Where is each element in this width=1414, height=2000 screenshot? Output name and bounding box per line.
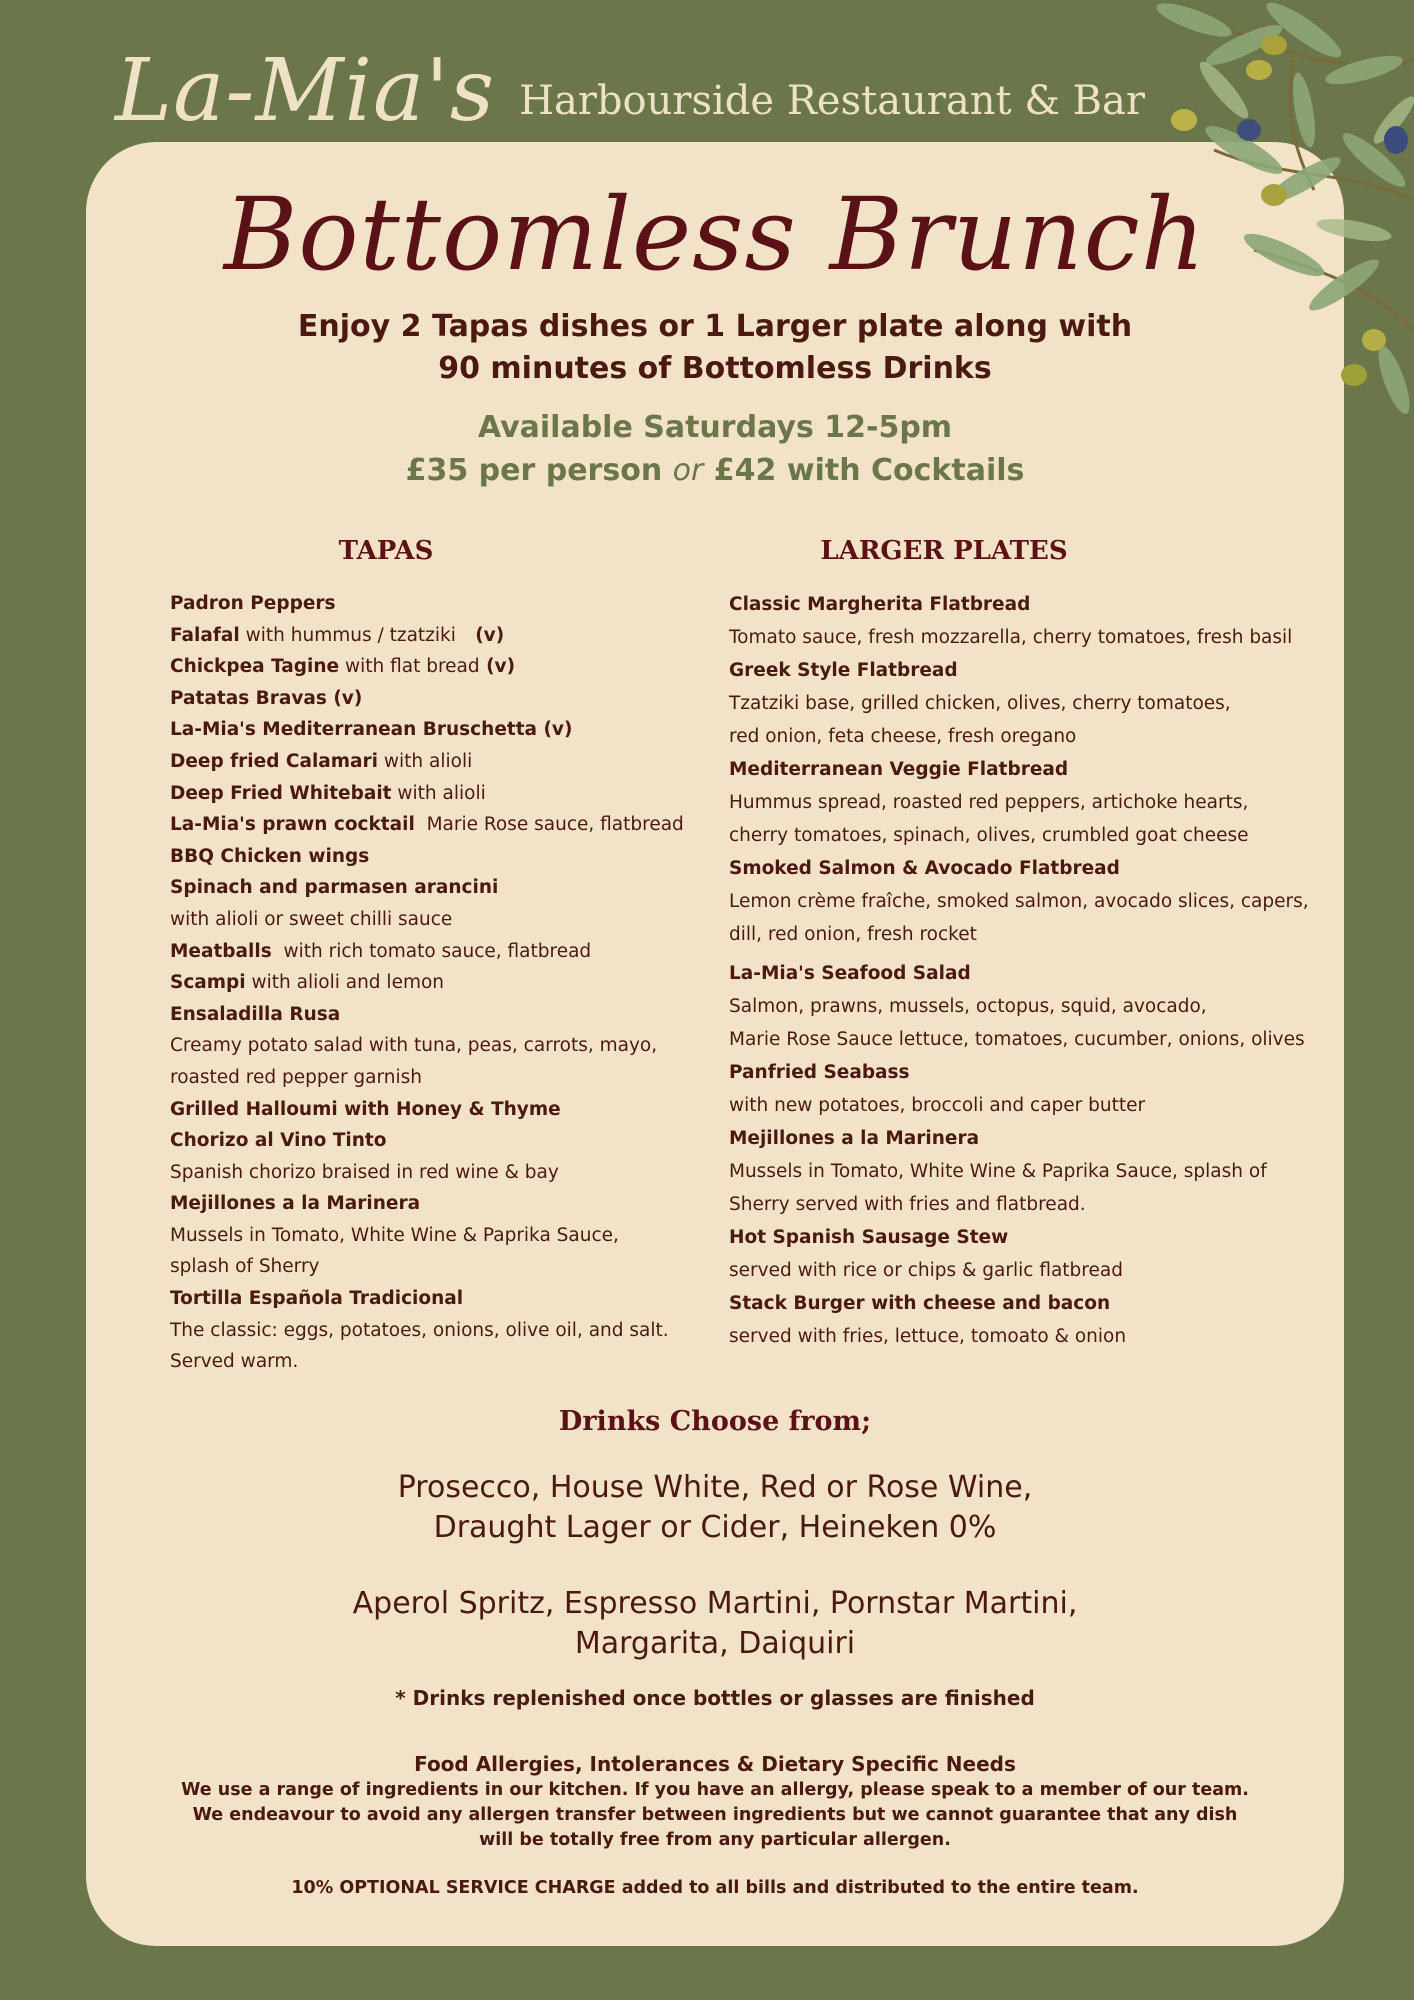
olive-branch-illustration	[954, 0, 1414, 440]
dish-description: dill, red onion, fresh rocket	[729, 924, 977, 945]
dish-description: Hummus spread, roasted red peppers, artichoke hearts,	[729, 792, 1249, 813]
menu-item-line	[729, 852, 1309, 885]
menu-item-line	[729, 885, 1309, 918]
menu-item-line	[170, 1094, 684, 1126]
drinks-line: Draught Lager or Cider, Heineken 0%	[433, 1510, 997, 1545]
logo: La-Mia's	[115, 41, 496, 141]
menu-item-line	[170, 588, 684, 620]
dish-name: Scampi	[170, 972, 246, 994]
intro-line: Enjoy 2 Tapas dishes or 1 Larger plate along with	[297, 309, 1133, 344]
dish-name: Greek Style Flatbread	[729, 660, 958, 681]
dish-name: Grilled Halloumi with Honey & Thyme	[170, 1098, 561, 1120]
tapas-heading: TAPAS	[338, 536, 434, 566]
menu-item-line	[170, 778, 684, 810]
menu-item-line	[729, 1122, 1309, 1155]
menu-item-line	[170, 809, 684, 841]
dish-description: splash of Sherry	[170, 1256, 320, 1278]
dish-description: Mussels in Tomato, White Wine & Paprika Sauce,	[170, 1224, 619, 1246]
drinks-heading: Drinks Choose from;	[558, 1406, 872, 1437]
dish-description: served with fries, lettuce, tomoato & onion	[729, 1326, 1127, 1347]
menu-item-line	[729, 588, 1309, 621]
dish-name: Spinach and parmasen arancini	[170, 877, 499, 899]
menu-item-line	[170, 746, 684, 778]
menu-item-line	[729, 1155, 1309, 1188]
dish-description: Tzatziki base, grilled chicken, olives, cherry tomatoes,	[729, 693, 1231, 714]
dish-description: with hummus / tzatziki	[239, 624, 456, 646]
menu-item-line	[170, 904, 684, 936]
menu-item-line	[170, 1283, 684, 1315]
vegetarian-marker: (v)	[455, 624, 505, 646]
dish-description: roasted red pepper garnish	[170, 1066, 423, 1088]
restaurant-subtitle: Harbourside Restaurant & Bar	[519, 78, 1145, 124]
drinks-line: Aperol Spritz, Espresso Martini, Pornstar Martini,	[352, 1586, 1078, 1621]
dish-description: with new potatoes, broccoli and caper butter	[729, 1095, 1146, 1116]
dish-name: Chickpea Tagine	[170, 656, 340, 678]
dish-description: Spanish chorizo braised in red wine & bay	[170, 1161, 559, 1183]
dish-name: Chorizo al Vino Tinto	[170, 1130, 387, 1152]
dish-name: Patatas Bravas (v)	[170, 687, 363, 709]
menu-item-line	[170, 967, 684, 999]
menu-item-line	[170, 1251, 684, 1283]
price-cocktails: £42 with Cocktails	[713, 453, 1025, 488]
menu-item-line	[729, 918, 1309, 951]
availability-days: Available Saturdays 12-5pm	[477, 410, 953, 445]
dish-name: Mejillones a la Marinera	[729, 1128, 980, 1149]
drinks-standard	[86, 1468, 1344, 1548]
dish-description: with alioli and lemon	[245, 972, 445, 994]
dish-name: Deep fried Calamari	[170, 750, 378, 772]
dish-name: Deep Fried Whitebait	[170, 782, 392, 804]
dish-description: Creamy potato salad with tuna, peas, carrots, mayo,	[170, 1035, 658, 1057]
dish-description: cherry tomatoes, spinach, olives, crumbled goat cheese	[729, 825, 1249, 846]
dish-description: Salmon, prawns, mussels, octopus, squid, avocado,	[729, 996, 1207, 1017]
menu-item-line	[170, 1062, 684, 1094]
menu-item-line	[170, 872, 684, 904]
drinks-line: Prosecco, House White, Red or Rose Wine,	[397, 1470, 1033, 1505]
dish-description: served with rice or chips & garlic flatbread	[729, 1260, 1123, 1281]
price-or: or	[672, 453, 704, 488]
dish-name: Panfried Seabass	[729, 1062, 910, 1083]
availability-prices	[86, 449, 1344, 492]
menu-item-line	[729, 957, 1309, 990]
menu-item-line	[170, 1125, 684, 1157]
dish-description: Tomato sauce, fresh mozzarella, cherry tomatoes, fresh basil	[729, 627, 1293, 648]
menu-item-line	[729, 654, 1309, 687]
menu-item-line	[729, 786, 1309, 819]
menu-item-line	[729, 1056, 1309, 1089]
dish-name: La-Mia's Mediterranean Bruschetta (v)	[170, 719, 573, 741]
dish-name: Classic Margherita Flatbread	[729, 594, 1031, 615]
dish-name: Mejillones a la Marinera	[170, 1193, 421, 1215]
intro-line: 90 minutes of Bottomless Drinks	[438, 351, 992, 386]
menu-item-line	[729, 1023, 1309, 1056]
dish-description: Served warm.	[170, 1351, 299, 1373]
vegetarian-marker: (v)	[479, 656, 516, 678]
menu-item-line	[170, 651, 684, 683]
dish-description: Sherry served with fries and flatbread.	[729, 1194, 1086, 1215]
menu-item-line	[729, 1287, 1309, 1320]
dish-name: Hot Spanish Sausage Stew	[729, 1227, 1009, 1248]
dish-description: Mussels in Tomato, White Wine & Paprika Sauce, splash of	[729, 1161, 1267, 1182]
menu-item-line	[170, 1030, 684, 1062]
dish-description: with alioli	[391, 782, 486, 804]
service-charge: 10% OPTIONAL SERVICE CHARGE added to all bills and distributed to the entire team.	[291, 1878, 1139, 1898]
dish-name: Smoked Salmon & Avocado Flatbread	[729, 858, 1120, 879]
menu-item-line	[170, 1157, 684, 1189]
menu-item-line	[170, 620, 684, 652]
dish-name: Tortilla Española Tradicional	[170, 1288, 464, 1310]
menu-item-line	[729, 990, 1309, 1023]
drinks-line: Margarita, Daiquiri	[574, 1626, 856, 1661]
dish-name: Ensaladilla Rusa	[170, 1003, 341, 1025]
menu-item-line	[729, 687, 1309, 720]
drinks-note: * Drinks replenished once bottles or glasses are finished	[395, 1686, 1035, 1710]
dish-name: BBQ Chicken wings	[170, 845, 370, 867]
dish-description: with alioli	[378, 750, 473, 772]
menu-item-line	[170, 683, 684, 715]
dish-description: The classic: eggs, potatoes, onions, olive oil, and salt.	[170, 1319, 669, 1341]
dish-description: with rich tomato sauce, flatbread	[271, 940, 592, 962]
menu-title: Bottomless Brunch	[223, 176, 1207, 293]
dish-name: Falafal	[170, 624, 240, 646]
dish-name: La-Mia's Seafood Salad	[729, 963, 971, 984]
allergy-heading: Food Allergies, Intolerances & Dietary Specific Needs	[414, 1752, 1016, 1776]
menu-item-line	[729, 1089, 1309, 1122]
larger-plates-list	[729, 588, 1309, 1353]
dish-name: Mediterranean Veggie Flatbread	[729, 759, 1069, 780]
allergy-text: We use a range of ingredients in our kitchen. If you have an allergy, please speak to a member of our team. We endeavour to avoid any allergen transfer between ingredients but we cannot guarantee that any dish will be totally free from any particular allergen.	[181, 1780, 1249, 1850]
menu-item-line	[729, 1254, 1309, 1287]
dish-name: La-Mia's prawn cocktail	[170, 814, 415, 836]
dish-description: with alioli or sweet chilli sauce	[170, 908, 453, 930]
dish-description: red onion, feta cheese, fresh oregano	[729, 726, 1077, 747]
dish-description: Marie Rose sauce, flatbread	[414, 814, 684, 836]
menu-item-line	[729, 1188, 1309, 1221]
menu-item-line	[170, 714, 684, 746]
allergy-notice	[176, 1750, 1254, 1853]
dish-name: Meatballs	[170, 940, 272, 962]
menu-item-line	[170, 1220, 684, 1252]
drinks-cocktails	[86, 1584, 1344, 1664]
tapas-list	[170, 588, 684, 1378]
price-standard: £35 per person	[405, 453, 663, 488]
menu-item-line	[170, 1188, 684, 1220]
menu-item-line	[170, 936, 684, 968]
dish-name: Padron Peppers	[170, 593, 336, 614]
dish-name: Stack Burger with cheese and bacon	[729, 1293, 1111, 1314]
menu-item-line	[170, 1315, 684, 1347]
menu-item-line	[729, 1320, 1309, 1353]
menu-item-line	[729, 621, 1309, 654]
dish-description: with flat bread	[339, 656, 480, 678]
dish-description: Marie Rose Sauce lettuce, tomatoes, cucumber, onions, olives	[729, 1029, 1305, 1050]
menu-item-line	[170, 1346, 684, 1378]
menu-item-line	[729, 753, 1309, 786]
dish-description: Lemon crème fraîche, smoked salmon, avocado slices, capers,	[729, 891, 1309, 912]
larger-plates-heading: LARGER PLATES	[820, 536, 1068, 566]
menu-item-line	[729, 720, 1309, 753]
menu-item-line	[729, 1221, 1309, 1254]
menu-item-line	[170, 841, 684, 873]
menu-item-line	[170, 999, 684, 1031]
menu-item-line	[729, 819, 1309, 852]
